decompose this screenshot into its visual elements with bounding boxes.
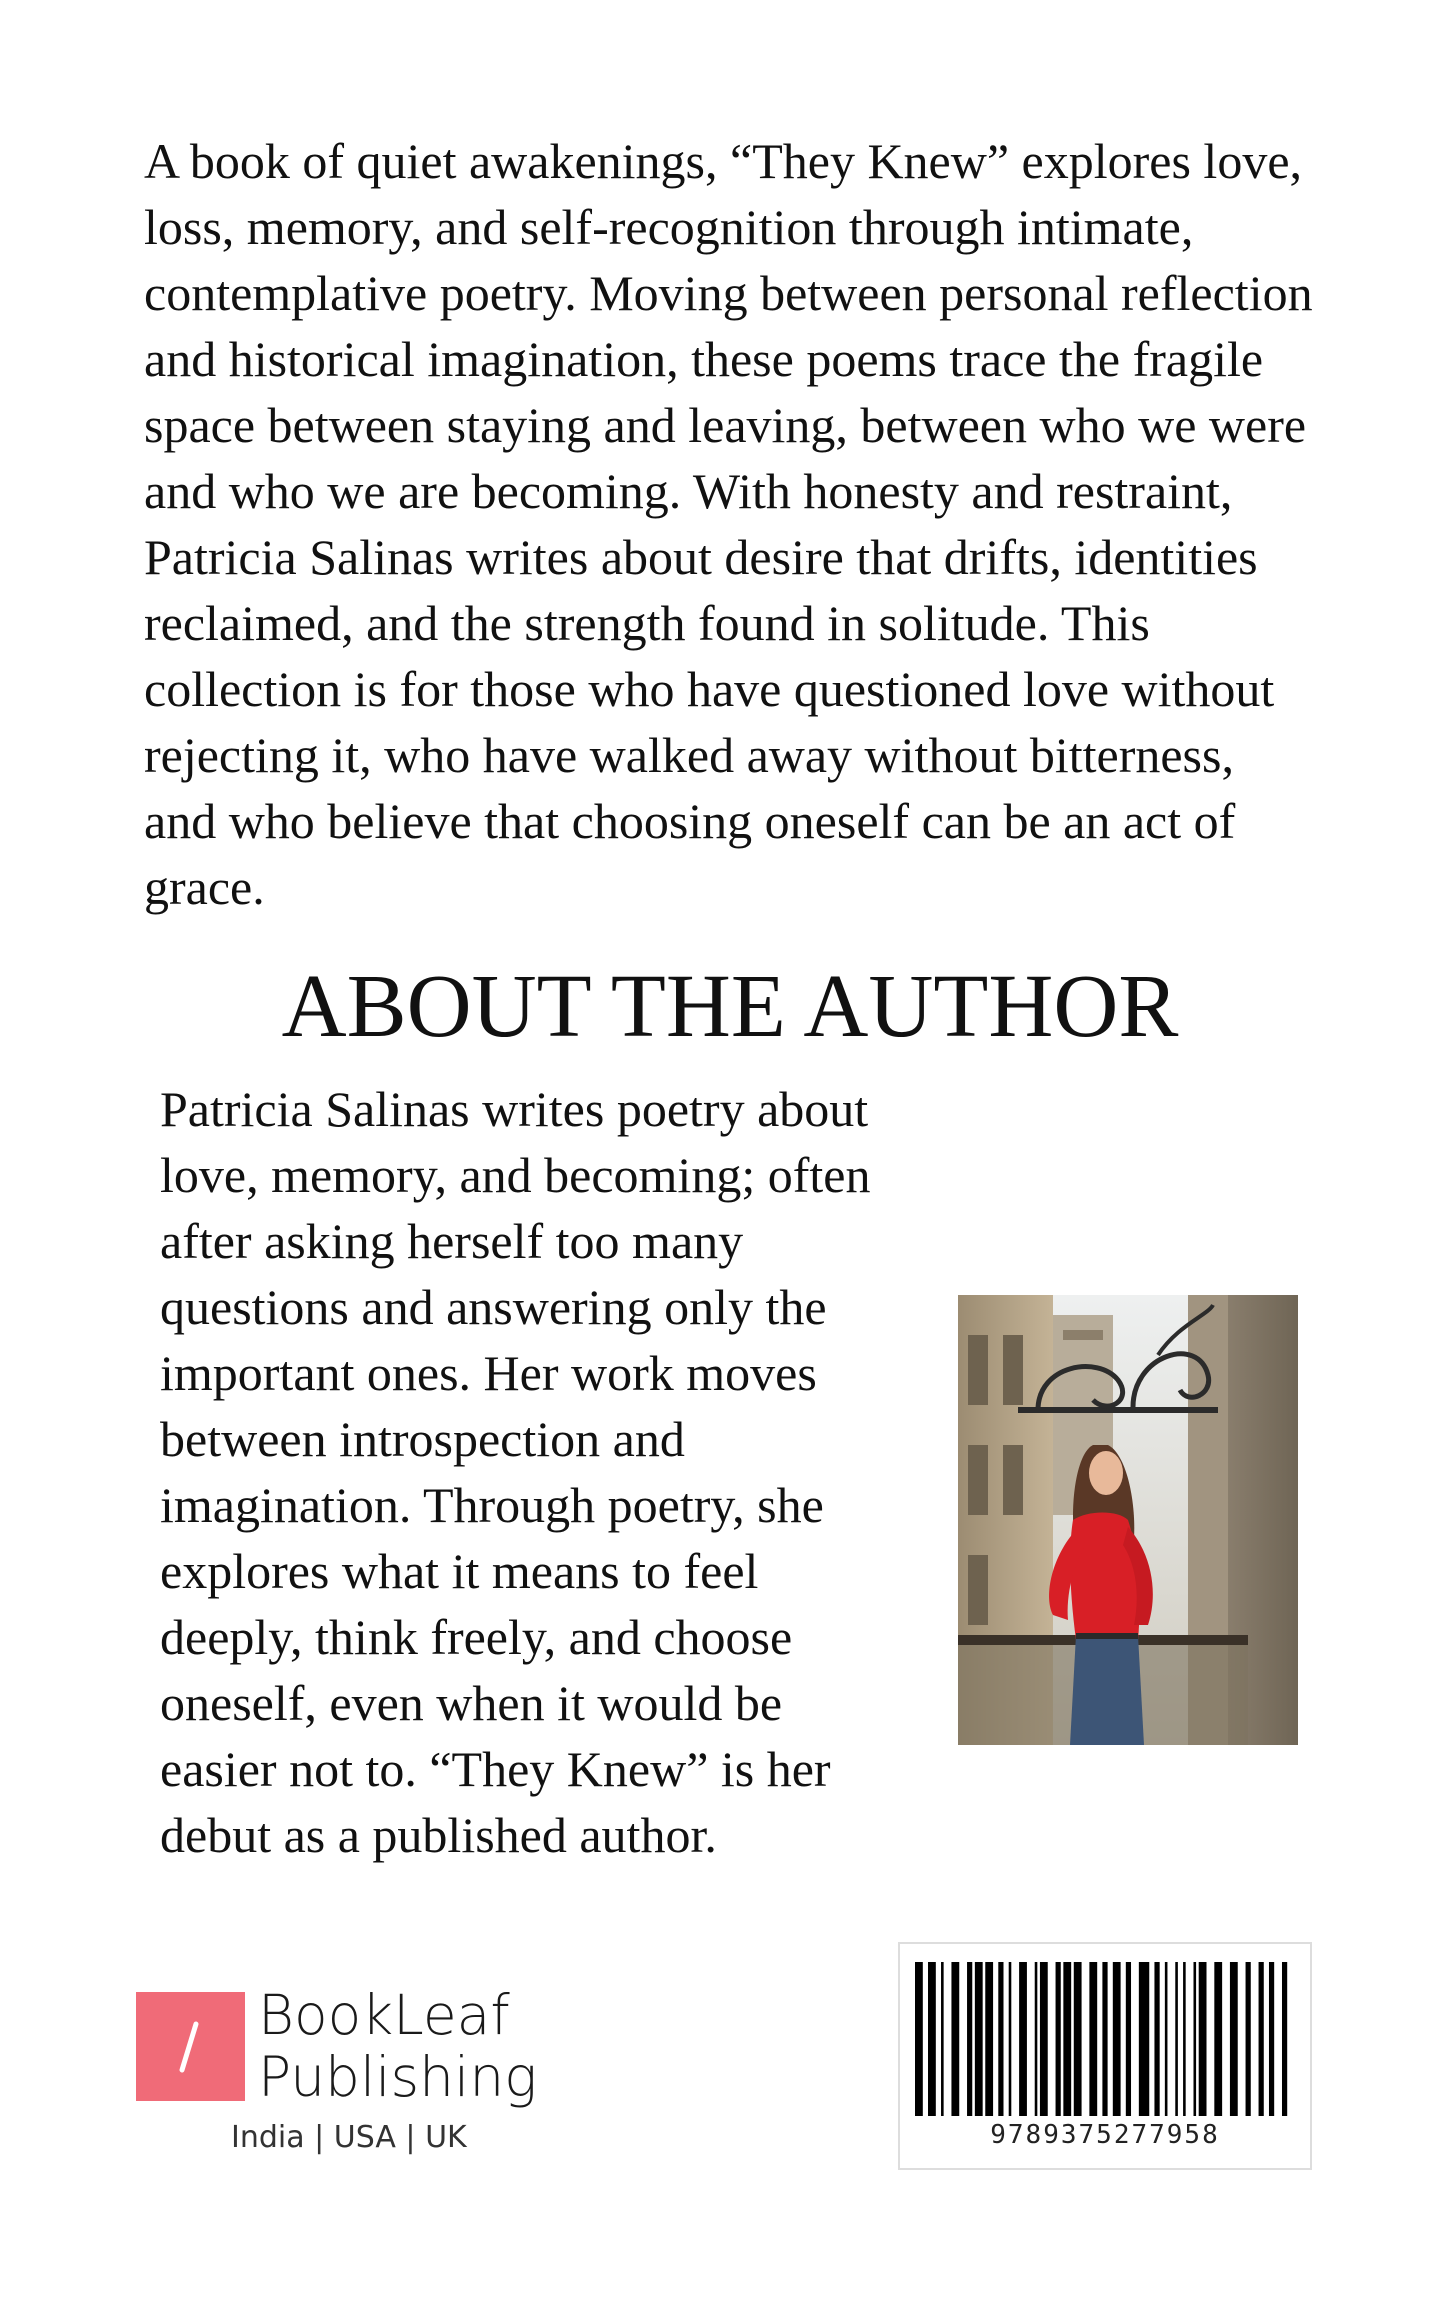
barcode-bar [1230,1962,1238,2116]
barcode-bar [1282,1962,1287,2116]
about-the-author-heading: ABOUT THE AUTHOR [281,957,1179,1056]
blurb-line: grace. [144,859,265,915]
back-cover-blurb [144,128,1344,920]
publisher-name-line2: Publishing [258,2045,538,2109]
barcode-bar [1035,1962,1038,2116]
blurb-line: and historical imagination, these poems trace the fragile [144,331,1264,387]
barcode-bars [915,1962,1295,2116]
publisher-name-line1: BookLeaf [258,1983,510,2047]
slash-icon [136,1992,245,2101]
bio-line: deeply, think freely, and choose [160,1609,793,1665]
barcode-bar [1165,1962,1168,2116]
bio-line: easier not to. “They Knew” is her [160,1741,831,1797]
publisher-regions: India | USA | UK [231,2120,467,2155]
blurb-line: space between staying and leaving, between who we were [144,397,1307,453]
barcode-bar [1009,1962,1012,2116]
bio-line: important ones. Her work moves [160,1345,817,1401]
blurb-line: contemplative poetry. Moving between personal reflection [144,265,1313,321]
isbn-number: 9789375277958 [990,2120,1220,2150]
barcode-bar [928,1962,936,2116]
barcode-bar [951,1962,959,2116]
barcode-bar [1089,1962,1097,2116]
barcode-bar [1056,1962,1061,2116]
author-photo-illustration [958,1295,1298,1745]
bio-line: love, memory, and becoming; often [160,1147,871,1203]
barcode-bar [1214,1962,1222,2116]
bio-line: debut as a published author. [160,1807,717,1863]
barcode-bar [1199,1962,1207,2116]
barcode-bar [1040,1962,1048,2116]
barcode-bar [1259,1962,1264,2116]
publisher-name [258,1984,537,2108]
barcode-bar [941,1962,944,2116]
barcode-bar [1102,1962,1107,2116]
barcode-bar [1019,1962,1027,2116]
barcode-bar [1154,1962,1159,2116]
barcode-bar [1063,1962,1071,2116]
barcode-bar [985,1962,993,2116]
barcode-bar [967,1962,972,2116]
barcode-bar [1139,1962,1149,2116]
bio-line: oneself, even when it would be [160,1675,783,1731]
bio-line: Patricia Salinas writes poetry about [160,1081,869,1137]
isbn-barcode [898,1942,1312,2170]
barcode-bar [1246,1962,1251,2116]
bio-line: imagination. Through poetry, she [160,1477,824,1533]
author-bio [160,1076,960,1868]
blurb-line: Patricia Salinas writes about desire that drifts, identities [144,529,1258,585]
blurb-line: and who we are becoming. With honesty and restraint, [144,463,1233,519]
barcode-bar [1175,1962,1178,2116]
blurb-line: loss, memory, and self-recognition through intimate, [144,199,1194,255]
barcode-bar [1269,1962,1274,2116]
bio-line: explores what it means to feel [160,1543,759,1599]
barcode-bar [1183,1962,1186,2116]
barcode-bar [998,1962,1003,2116]
barcode-bar [915,1962,923,2116]
bio-line: between introspection and [160,1411,685,1467]
bio-line: questions and answering only the [160,1279,827,1335]
bio-line: after asking herself too many [160,1213,744,1269]
blurb-line: A book of quiet awakenings, “They Knew” explores love, [144,133,1303,189]
barcode-bar [1126,1962,1131,2116]
barcode-bar [1074,1962,1082,2116]
publisher-logo [136,1983,556,2172]
barcode-bar [1113,1962,1121,2116]
barcode-bar [1193,1962,1196,2116]
blurb-line: rejecting it, who have walked away without bitterness, [144,727,1234,783]
blurb-line: reclaimed, and the strength found in solitude. This [144,595,1150,651]
barcode-bar [975,1962,983,2116]
blurb-line: collection is for those who have questioned love without [144,661,1275,717]
blurb-line: and who believe that choosing oneself can be an act of [144,793,1236,849]
author-photo [958,1295,1298,1745]
